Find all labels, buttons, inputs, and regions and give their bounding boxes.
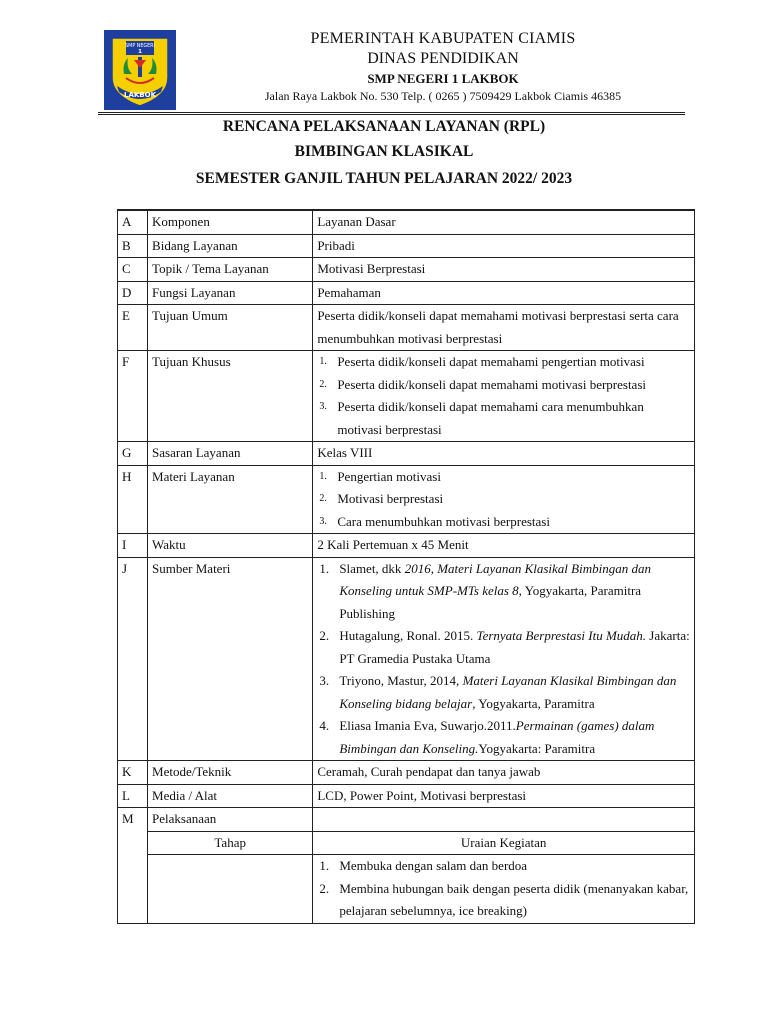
table-row bbox=[118, 831, 695, 855]
table-row bbox=[118, 234, 695, 258]
list-item: 2. Motivasi berprestasi bbox=[319, 491, 444, 506]
row-label: Pelaksanaan bbox=[148, 808, 313, 832]
row-code: M bbox=[118, 808, 148, 924]
row-value bbox=[313, 808, 695, 832]
rpl-table bbox=[117, 209, 695, 924]
row-label: Materi Layanan bbox=[148, 465, 313, 534]
row-code: C bbox=[118, 258, 148, 282]
row-value-references bbox=[313, 557, 695, 761]
svg-text:1: 1 bbox=[138, 49, 142, 55]
row-value: 2 Kali Pertemuan x 45 Menit bbox=[313, 534, 695, 558]
row-label: Metode/Teknik bbox=[148, 761, 313, 785]
row-label: Tujuan Khusus bbox=[148, 351, 313, 442]
list-item: 2. Peserta didik/konseli dapat memahami motivasi berprestasi bbox=[319, 376, 647, 392]
list-item: 3. Cara menumbuhkan motivasi berprestasi bbox=[319, 513, 550, 529]
logo-bottom-text: LAKBOK bbox=[123, 91, 157, 99]
row-value-list bbox=[313, 351, 695, 442]
row-code: H bbox=[118, 465, 148, 534]
agency-name: DINAS PENDIDIKAN bbox=[367, 50, 519, 67]
row-value: Pemahaman bbox=[313, 281, 695, 305]
row-code: L bbox=[118, 784, 148, 808]
column-header-uraian: Uraian Kegiatan bbox=[313, 831, 695, 855]
row-label: Komponen bbox=[148, 210, 313, 234]
row-code: J bbox=[118, 557, 148, 761]
uraian-cell bbox=[313, 855, 695, 924]
reference-item: 3. Triyono, Mastur, 2014, Materi Layanan Klasikal Bimbingan dan Konseling bidang belajar, Yogyakarta, Paramitra bbox=[319, 673, 677, 711]
row-value: Layanan Dasar bbox=[313, 210, 695, 234]
table-row bbox=[118, 305, 695, 351]
table-row bbox=[118, 465, 695, 534]
row-code: I bbox=[118, 534, 148, 558]
table-row bbox=[118, 761, 695, 785]
reference-item: 1. Slamet, dkk 2016, Materi Layanan Klasikal Bimbingan dan Konseling untuk SMP-MTs kelas 8, Yogyakarta, Paramitra Publishing bbox=[319, 560, 651, 621]
row-code: A bbox=[118, 210, 148, 234]
row-code: K bbox=[118, 761, 148, 785]
row-code: E bbox=[118, 305, 148, 351]
row-value: Motivasi Berprestasi bbox=[313, 258, 695, 282]
document-subtitle: BIMBINGAN KLASIKAL bbox=[294, 143, 474, 160]
row-label: Sumber Materi bbox=[148, 557, 313, 761]
document-title: RENCANA PELAKSANAAN LAYANAN (RPL) bbox=[222, 118, 546, 135]
list-item: 2. Membina hubungan baik dengan peserta didik (menanyakan kabar, pelajaran sebelumnya, ice breaking) bbox=[319, 880, 689, 918]
row-label: Sasaran Layanan bbox=[148, 442, 313, 466]
table-row bbox=[118, 351, 695, 442]
row-label: Topik / Tema Layanan bbox=[148, 258, 313, 282]
school-address: Jalan Raya Lakbok No. 530 Telp. ( 0265 ) 7509429 Lakbok Ciamis 46385 bbox=[264, 89, 622, 103]
row-code: B bbox=[118, 234, 148, 258]
table-row bbox=[118, 784, 695, 808]
table-row bbox=[118, 557, 695, 761]
table-row bbox=[118, 534, 695, 558]
row-value: Kelas VIII bbox=[313, 442, 695, 466]
row-value-list bbox=[313, 465, 695, 534]
row-code: F bbox=[118, 351, 148, 442]
row-value: Peserta didik/konseli dapat memahami motivasi berprestasi serta cara menumbuhkan motivasi berprestasi bbox=[313, 305, 695, 351]
list-item: 1. Pengertian motivasi bbox=[319, 468, 441, 484]
row-code: D bbox=[118, 281, 148, 305]
table-row bbox=[118, 442, 695, 466]
list-item: 3. Peserta didik/konseli dapat memahami cara menumbuhkan motivasi berprestasi bbox=[319, 399, 644, 437]
document-semester: SEMESTER GANJIL TAHUN PELAJARAN 2022/ 2023 bbox=[195, 170, 573, 187]
list-item: 1. Peserta didik/konseli dapat memahami pengertian motivasi bbox=[319, 354, 645, 369]
row-label: Tujuan Umum bbox=[148, 305, 313, 351]
table-row bbox=[118, 808, 695, 832]
table-row bbox=[118, 855, 695, 924]
table-row bbox=[118, 210, 695, 234]
school-logo-icon bbox=[104, 30, 176, 110]
table-row bbox=[118, 258, 695, 282]
government-name: PEMERINTAH KABUPATEN CIAMIS bbox=[310, 30, 576, 47]
reference-item: 4. Eliasa Imania Eva, Suwarjo.2011.Permainan (games) dalam Bimbingan dan Konseling.Yogyakarta: Paramitra bbox=[319, 718, 655, 756]
row-label: Bidang Layanan bbox=[148, 234, 313, 258]
reference-item: 2. Hutagalung, Ronal. 2015. Ternyata Berprestasi Itu Mudah. Jakarta: PT Gramedia Pustaka Utama bbox=[319, 628, 690, 666]
row-label: Fungsi Layanan bbox=[148, 281, 313, 305]
school-name: SMP NEGERI 1 LAKBOK bbox=[367, 71, 519, 86]
column-header-tahap: Tahap bbox=[148, 831, 313, 855]
letterhead-divider bbox=[98, 112, 685, 115]
row-label: Waktu bbox=[148, 534, 313, 558]
table-row bbox=[118, 281, 695, 305]
list-item: 1. Membuka dengan salam dan berdoa bbox=[319, 858, 528, 873]
row-value: Ceramah, Curah pendapat dan tanya jawab bbox=[313, 761, 695, 785]
tahap-cell bbox=[148, 855, 313, 924]
row-code: G bbox=[118, 442, 148, 466]
letterhead bbox=[0, 0, 768, 120]
row-label: Media / Alat bbox=[148, 784, 313, 808]
logo-top-text: SMP NEGERI bbox=[125, 44, 155, 49]
row-value: LCD, Power Point, Motivasi berprestasi bbox=[313, 784, 695, 808]
row-value: Pribadi bbox=[313, 234, 695, 258]
